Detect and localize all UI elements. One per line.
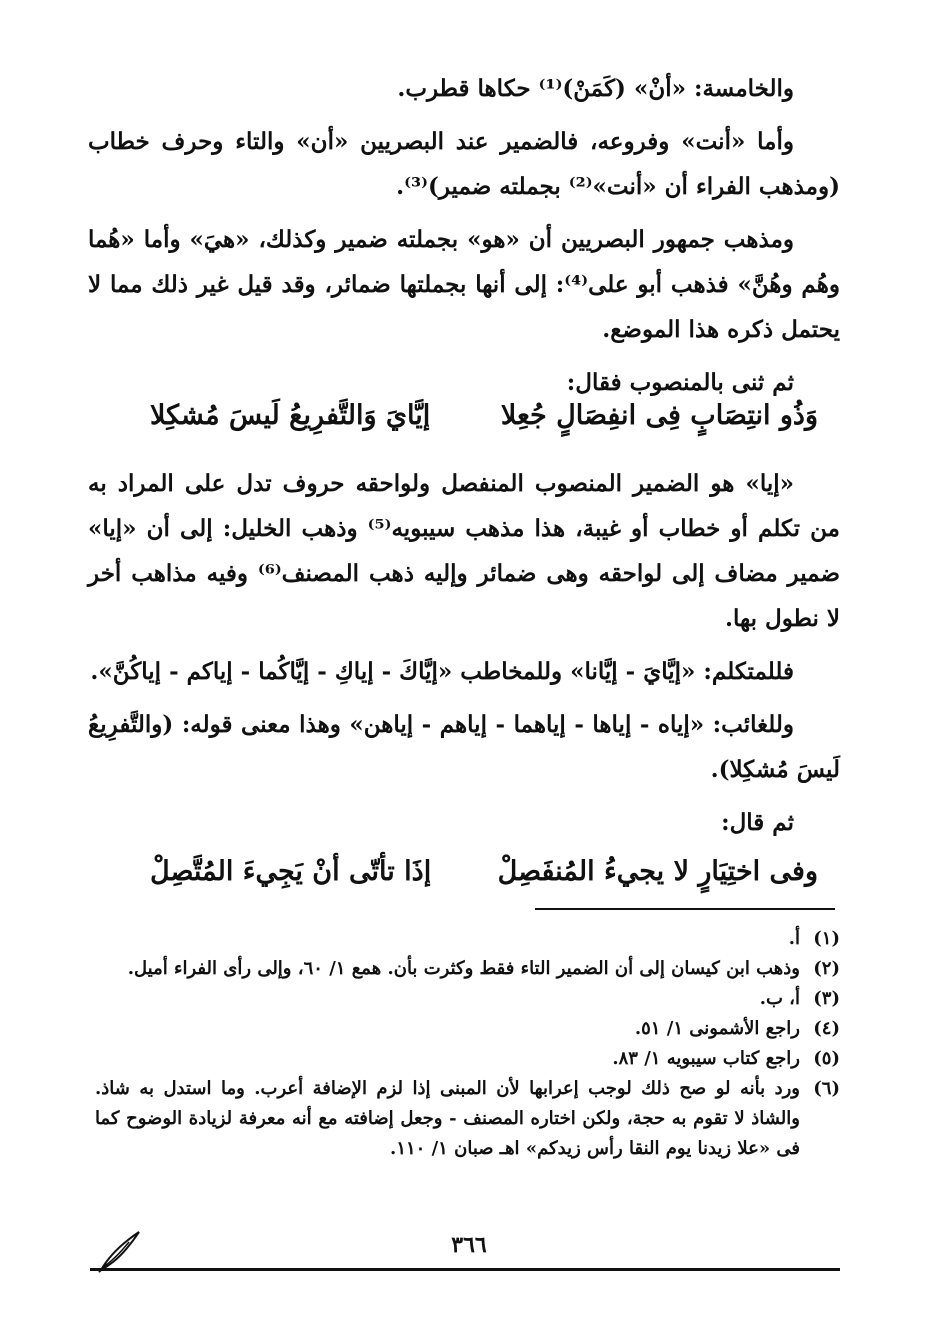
verse-1-second-hemistich: إيَّايَ وَالتَّفرِيعُ لَيسَ مُشكِلا [150,400,431,431]
footnote-number: (٤) [813,1018,840,1039]
verse-1 [150,396,818,436]
bottom-divider [90,1268,840,1271]
footnote-5 [95,1044,840,1074]
footnote-2 [95,954,840,984]
paragraph-2: وأما «أنت» وفروعه، فالضمير عند البصريين «أن» والتاء وحرف خطاب (ومذهب الفراء أن «أنت»⁽²⁾ بجملته ضمير)⁽³⁾. [88,128,840,200]
footnotes [95,924,840,1164]
verse-1-first-hemistich: وَذُو انتِصَابٍ فِى انفِصَالٍ جُعِلا [500,400,818,431]
footnote-number: (٣) [813,988,840,1009]
footnote-text: وذهب ابن كيسان إلى أن الضمير التاء فقط وكثرت بأن. همع ١/ ٦٠، وإلى رأى الفراء أميل. [127,958,800,979]
footnote-divider [535,908,835,910]
footnote-text: أ. [788,928,800,949]
footnote-text: راجع الأشمونى ١/ ٥١. [634,1018,800,1039]
footnote-text: ورد بأنه لو صح ذلك لوجب إعرابها لأن المبنى إذا لزم الإضافة أعرب. وما استدل به شاذ. والشاذ لا تقوم به حجة، ولكن اختاره المصنف - وجعل إضافته مع أنه معرفة لزيادة الوضوح كما فى «علا زيدنا يوم النقا رأس زيدكم» اهـ صبان ١/ ١١٠. [95,1078,800,1159]
page-number: ٣٦٦ [451,1232,487,1258]
main-text [88,66,840,853]
paragraph-3: ومذهب جمهور البصريين أن «هو» بجملته ضمير وكذلك، «هيَ» وأما «هُما وهُم وهُنَّ» فذهب أبو على⁽⁴⁾: إلى أنها بجملتها ضمائر، وقد قيل غير ذلك مما لا يحتمل ذكره هذا الموضع. [88,226,840,343]
verse-2-second-hemistich: إذَا تأتّى أنْ يَجِيءَ المُتَّصِلْ [150,856,432,887]
footnote-6 [95,1074,840,1164]
verse-2-first-hemistich: وفى اختِيَارٍ لا يجيءُ المُنفَصِلْ [497,856,818,887]
footnote-text: راجع كتاب سيبويه ١/ ٨٣. [612,1048,800,1069]
paragraph-6: فللمتكلم: «إيَّايَ - إيَّانا» وللمخاطب «إيَّاكَ - إياكِ - إيَّاكُما - إياكم - إياكُنَّ». [90,658,794,685]
footnote-number: (٥) [813,1048,840,1069]
footnote-4 [95,1014,840,1044]
footnote-number: (٦) [813,1078,840,1099]
paragraph-7: وللغائب: «إياه - إياها - إياهما - إياهم - إياهن» وهذا معنى قوله: (والتَّفرِيعُ لَيسَ مُشكِلا). [88,711,840,783]
footnote-number: (١) [813,928,840,949]
paragraph-8: ثم قال: [721,809,794,836]
footnote-1 [95,924,840,954]
footnote-text: أ، ب. [759,988,800,1009]
paragraph-1: والخامسة: «أنْ» (كَمَنْ)⁽¹⁾ حكاها قطرب. [397,75,794,102]
paragraph-5: «إيا» هو الضمير المنصوب المنفصل ولواحقه حروف تدل على المراد به من تكلم أو خطاب أو غيبة، هذا مذهب سيبويه⁽⁵⁾ وذهب الخليل: إلى أن «إيا» ضمير مضاف إلى لواحقه وهى ضمائر وإليه ذهب المصنف⁽⁶⁾ وفيه مذاهب أخر لا نطول بها. [88,470,840,632]
footnote-3 [95,984,840,1014]
verse-2 [150,852,818,892]
footnote-number: (٢) [813,958,840,979]
paragraph-4: ثم ثنى بالمنصوب فقال: [566,369,794,396]
